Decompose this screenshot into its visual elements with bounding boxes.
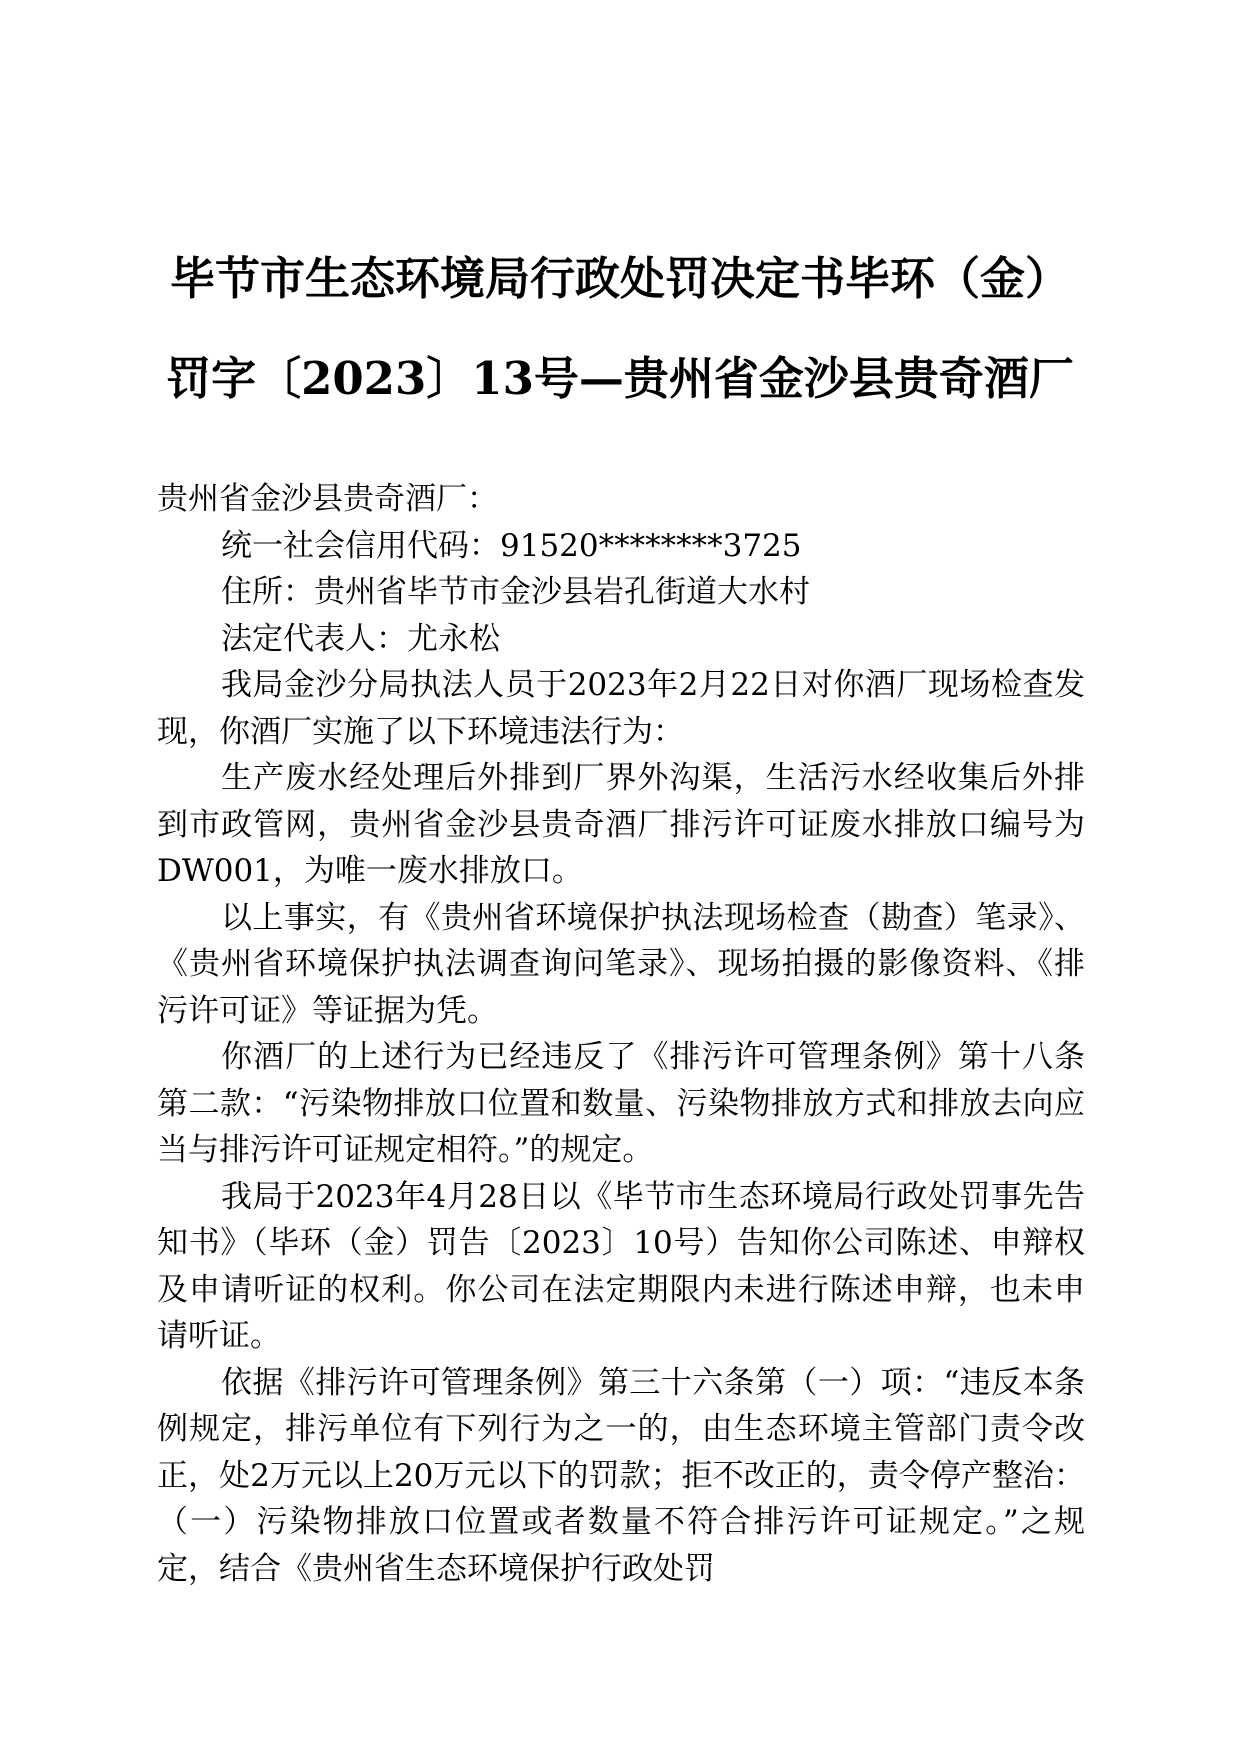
paragraph-notification: 我局于2023年4月28日以《毕节市生态环境局行政处罚事先告知书》（毕环（金）罚告〔2023〕10号）告知你公司陈述、申辩权及申请听证的权利。你公司在法定期限内未进行陈述申辩，也未申请听证。 <box>157 1178 1085 1354</box>
paragraph-inspection: 我局金沙分局执法人员于2023年2月22日对你酒厂现场检查发现，你酒厂实施了以下环境违法行为： <box>157 667 1085 750</box>
credit-code: 统一社会信用代码：91520********3725 <box>221 527 802 564</box>
paragraph-legal-basis: 依据《排污许可管理条例》第三十六条第（一）项：“违反本条例规定，排污单位有下列行为之一的，由生态环境主管部门责令改正，处2万元以上20万元以下的罚款；拒不改正的，责令停产整治：（一）污染物排放口位置或者数量不符合排污许可证规定。”之规定，结合《贵州省生态环境保护行政处罚 <box>157 1364 1085 1587</box>
addressee: 贵州省金沙县贵奇酒厂： <box>157 481 498 517</box>
document-title-line-2: 罚字〔2023〕13号—贵州省金沙县贵奇酒厂 <box>166 352 1074 405</box>
paragraph-violation-facts: 生产废水经处理后外排到厂界外沟渠，生活污水经收集后外排到市政管网，贵州省金沙县贵奇酒厂排污许可证废水排放口编号为DW001，为唯一废水排放口。 <box>157 760 1085 889</box>
document-title-line-1: 毕节市生态环境局行政处罚决定书毕环（金） <box>169 252 1070 305</box>
address: 住所：贵州省毕节市金沙县岩孔街道大水村 <box>221 574 810 610</box>
paragraph-law-violated: 你酒厂的上述行为已经违反了《排污许可管理条例》第十八条第二款：“污染物排放口位置和数量、污染物排放方式和排放去向应当与排污许可证规定相符。”的规定。 <box>157 1039 1085 1168</box>
paragraph-evidence: 以上事实，有《贵州省环境保护执法现场检查（勘查）笔录》、《贵州省环境保护执法调查询问笔录》、现场拍摄的影像资料、《排污许可证》等证据为凭。 <box>157 899 1085 1029</box>
legal-representative: 法定代表人：尤永松 <box>221 620 500 657</box>
document-body <box>157 476 1085 1592</box>
